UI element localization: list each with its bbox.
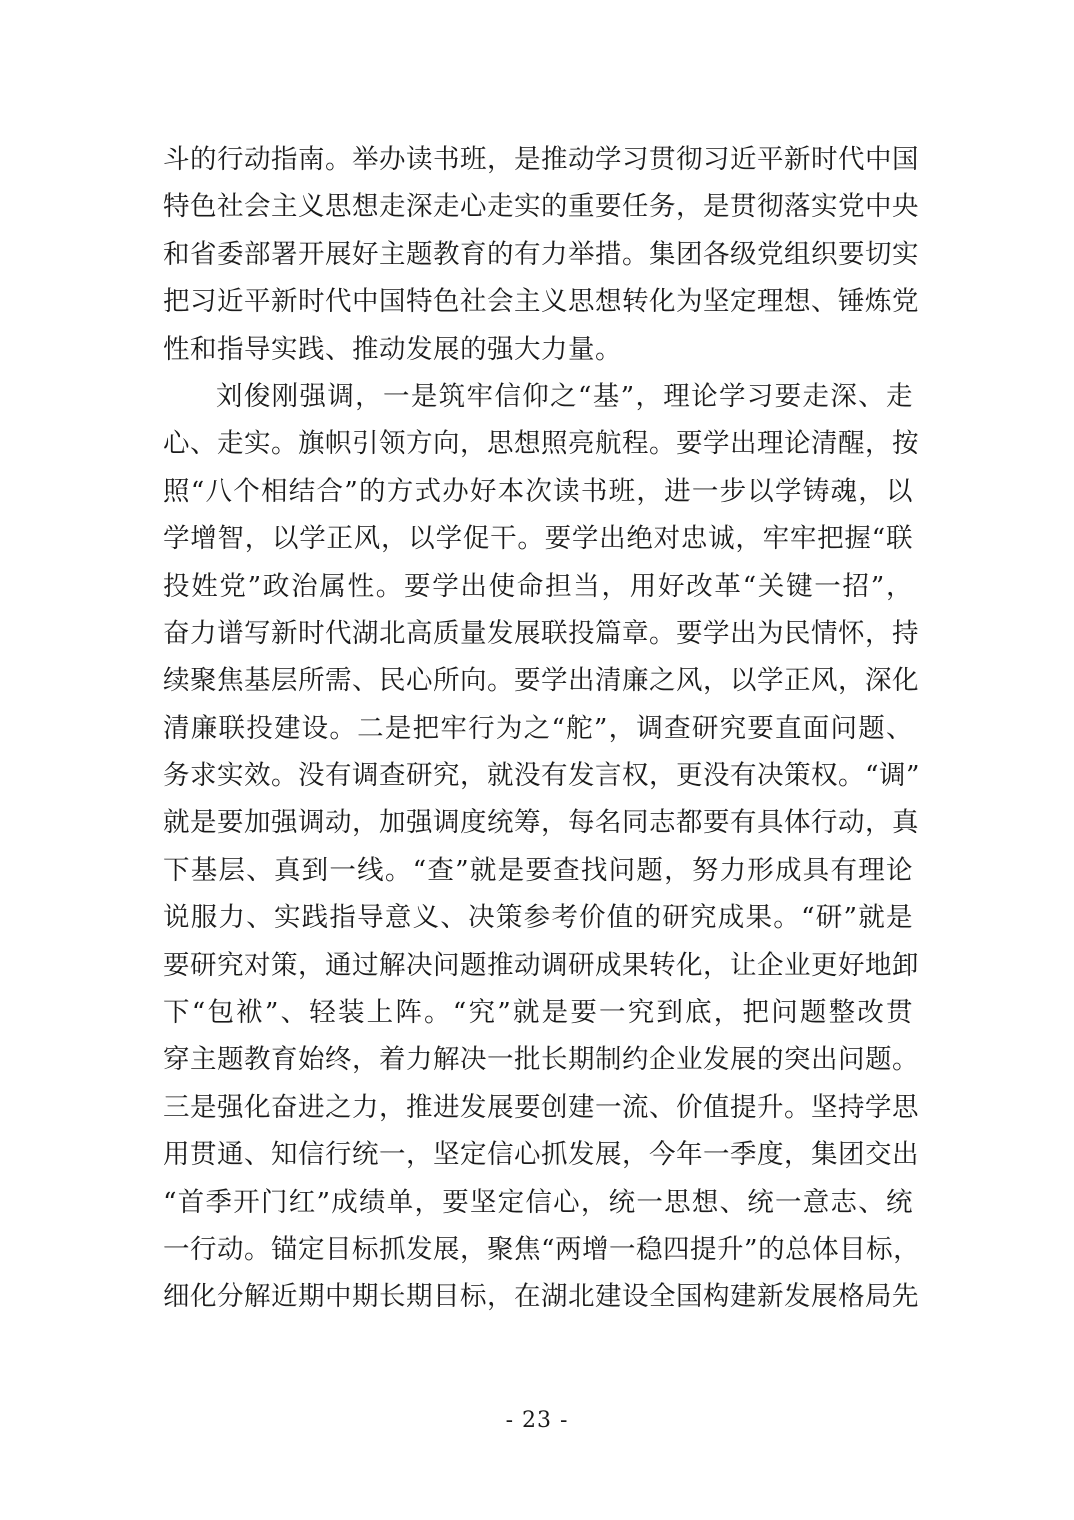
text-line: 刘俊刚强调，一是筑牢信仰之“基”，理论学习要走深、走 [216, 380, 913, 412]
text-line: 务求实效。没有调查研究，就没有发言权，更没有决策权。“调” [163, 760, 921, 792]
text-line: 把习近平新时代中国特色社会主义思想转化为坚定理想、锤炼党 [163, 286, 919, 318]
text-line: 穿主题教育始终，着力解决一批长期制约企业发展的突出问题。 [163, 1044, 919, 1076]
text-line: 性和指导实践、推动发展的强大力量。 [163, 333, 622, 365]
text-line: 照“八个相结合”的方式办好本次读书班，进一步以学铸魂，以 [163, 475, 913, 507]
text-line: 心、走实。旗帜引领方向，思想照亮航程。要学出理论清醒，按 [163, 428, 919, 460]
paragraph-2 [163, 373, 921, 1321]
text-line: 就是要加强调动，加强调度统筹，每名同志都要有具体行动，真 [163, 807, 919, 839]
text-line: 特色社会主义思想走深走心走实的重要任务，是贯彻落实党中央 [163, 191, 919, 223]
text-line: 斗的行动指南。举办读书班，是推动学习贯彻习近平新时代中国 [163, 144, 919, 175]
text-line: 续聚焦基层所需、民心所向。要学出清廉之风，以学正风，深化 [163, 665, 919, 697]
text-line: 下基层、真到一线。“查”就是要查找问题，努力形成具有理论 [163, 854, 913, 886]
text-line: 学增智，以学正风，以学促干。要学出绝对忠诚，牢牢把握“联 [163, 523, 913, 555]
body-text [163, 136, 921, 1321]
text-line: 奋力谱写新时代湖北高质量发展联投篇章。要学出为民情怀，持 [163, 617, 919, 649]
text-line: 细化分解近期中期长期目标，在湖北建设全国构建新发展格局先 [163, 1281, 919, 1313]
text-line: 下“包袱”、轻装上阵。“究”就是要一究到底，把问题整改贯 [163, 997, 913, 1029]
text-line: 投姓党”政治属性。要学出使命担当，用好改革“关键一招”， [163, 570, 913, 602]
page-number: - 23 - [505, 1408, 569, 1433]
text-line: 说服力、实践指导意义、决策参考价值的研究成果。“研”就是 [163, 902, 913, 934]
paragraph-1 [163, 136, 919, 373]
text-line: 清廉联投建设。二是把牢行为之“舵”，调查研究要直面问题、 [163, 712, 913, 744]
text-line: 要研究对策，通过解决问题推动调研成果转化，让企业更好地卸 [163, 949, 919, 981]
text-line: “首季开门红”成绩单，要坚定信心，统一思想、统一意志、统 [163, 1186, 913, 1218]
text-line: 和省委部署开展好主题教育的有力举措。集团各级党组织要切实 [163, 238, 919, 270]
text-line: 三是强化奋进之力，推进发展要创建一流、价值提升。坚持学思 [163, 1091, 919, 1123]
text-line: 一行动。锚定目标抓发展，聚焦“两增一稳四提升”的总体目标， [163, 1233, 921, 1265]
text-line: 用贯通、知信行统一，坚定信心抓发展，今年一季度，集团交出 [163, 1139, 919, 1171]
